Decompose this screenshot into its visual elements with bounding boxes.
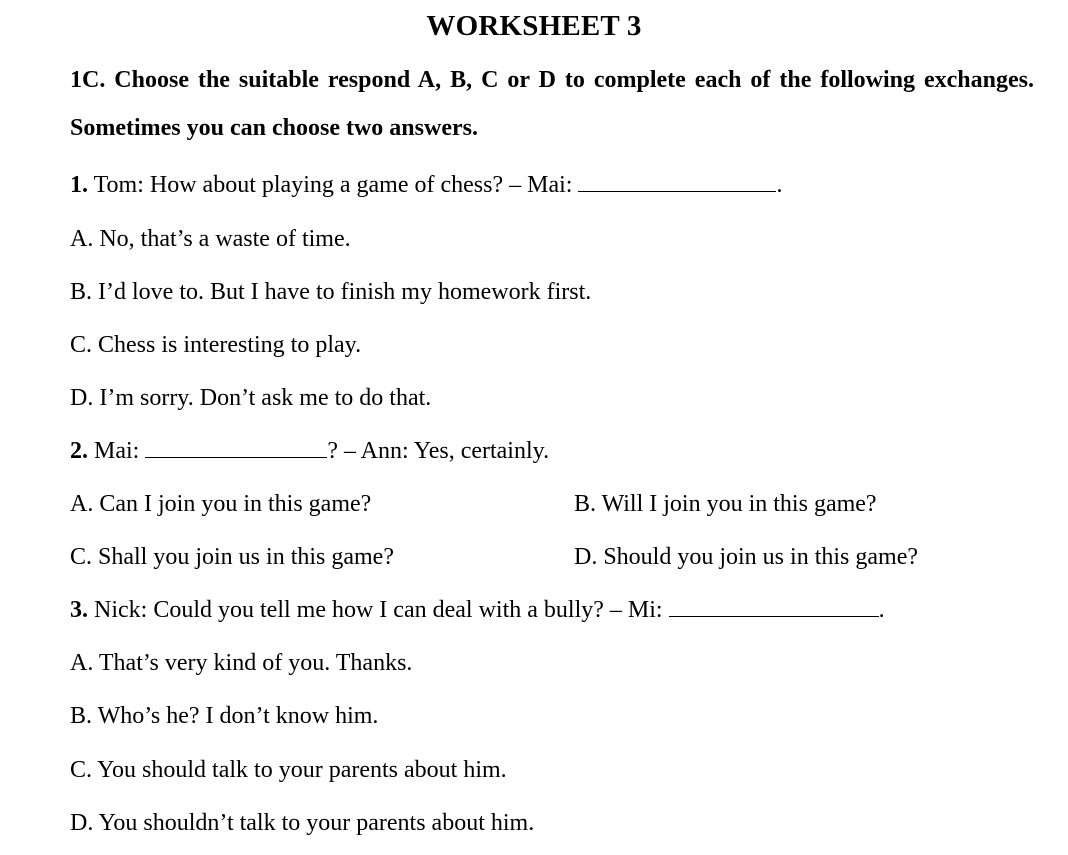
question-prompt: Tom: How about playing a game of chess? – Mai: bbox=[88, 172, 579, 198]
answer-blank bbox=[145, 439, 327, 458]
option-1b: B. I’d love to. But I have to finish my homework first. bbox=[70, 279, 592, 305]
option-3d: D. You shouldn’t talk to your parents about him. bbox=[70, 810, 535, 836]
question-prompt-end: . bbox=[776, 172, 783, 198]
question-prompt-end: . bbox=[878, 597, 885, 623]
option-3a: A. That’s very kind of you. Thanks. bbox=[70, 650, 413, 676]
option-1d: D. I’m sorry. Don’t ask me to do that. bbox=[70, 385, 432, 411]
question-2 bbox=[70, 436, 549, 466]
worksheet-title: WORKSHEET 3 bbox=[426, 10, 642, 42]
option-3b: B. Who’s he? I don’t know him. bbox=[70, 703, 379, 729]
question-number: 2. bbox=[70, 438, 88, 464]
option-2a: A. Can I join you in this game? bbox=[70, 491, 372, 517]
instruction-text: 1C. Choose the suitable respond A, B, C or D to complete each of the following exchanges. Sometimes you can choose two answers. bbox=[70, 67, 1034, 141]
answer-blank bbox=[578, 173, 776, 192]
question-1 bbox=[70, 170, 782, 200]
question-3 bbox=[70, 595, 885, 625]
question-prompt: Nick: Could you tell me how I can deal with a bully? – Mi: bbox=[88, 597, 669, 623]
option-1a: A. No, that’s a waste of time. bbox=[70, 226, 351, 252]
option-2d: D. Should you join us in this game? bbox=[574, 544, 918, 570]
answer-blank bbox=[669, 598, 879, 617]
question-prompt: Mai: bbox=[88, 438, 146, 464]
question-number: 1. bbox=[70, 172, 88, 198]
question-prompt-end: ? – Ann: Yes, certainly. bbox=[327, 438, 550, 464]
option-2c: C. Shall you join us in this game? bbox=[70, 544, 394, 570]
option-2b: B. Will I join you in this game? bbox=[574, 491, 877, 517]
option-3c: C. You should talk to your parents about him. bbox=[70, 757, 507, 783]
question-number: 3. bbox=[70, 597, 88, 623]
option-1c: C. Chess is interesting to play. bbox=[70, 332, 362, 358]
